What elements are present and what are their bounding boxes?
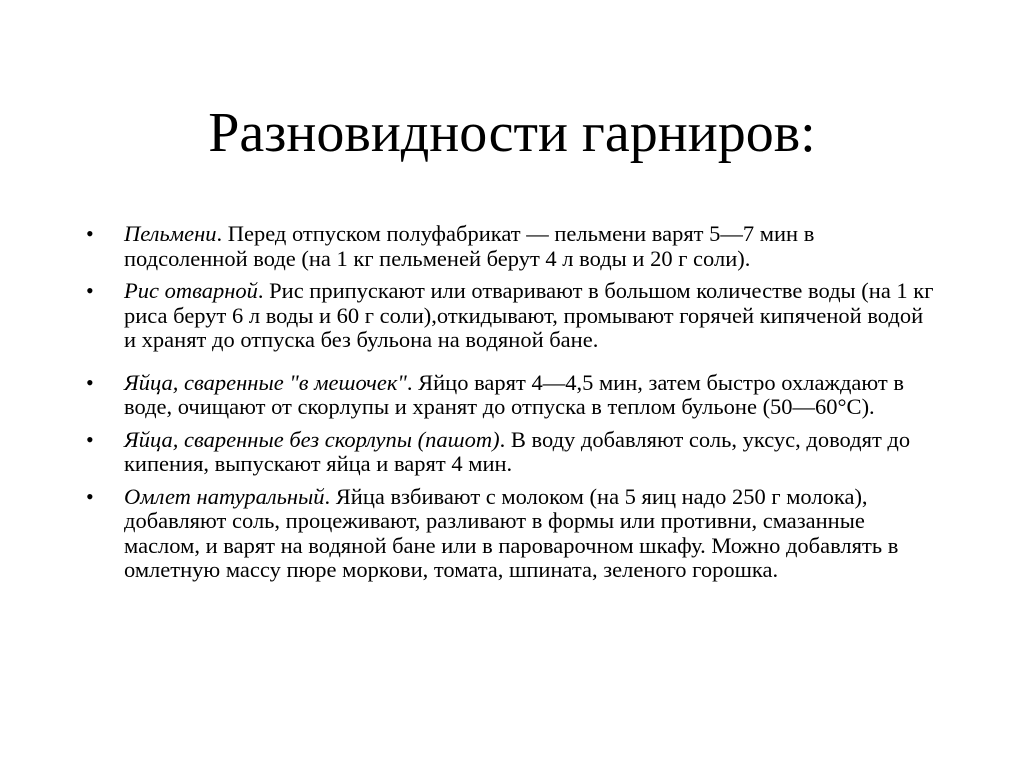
item-text: . В воду добавляют соль, уксус, доводят до кипения, выпускают яйца и варят 4 мин. <box>124 426 911 476</box>
list-item <box>86 426 934 477</box>
item-term: Яйца, сваренные без скорлупы (пашот) <box>124 426 500 452</box>
bullet-icon: • <box>86 278 94 303</box>
item-term: Пельмени <box>124 221 217 246</box>
bullet-icon: • <box>86 221 94 246</box>
bullet-icon: • <box>86 369 94 395</box>
item-term: Омлет натуральный <box>124 483 325 509</box>
bullet-list <box>86 221 934 591</box>
bullet-icon: • <box>86 483 94 509</box>
bullet-icon: • <box>86 426 94 452</box>
item-text: . Яйцо варят 4—4,5 мин, затем быстро охлаждают в воде, очищают от скорлупы и хранят до отпуска в теплом бульоне (50—60°С). <box>124 369 905 419</box>
list-item <box>86 221 934 271</box>
list-item <box>86 483 934 583</box>
item-text: . Перед отпуском полуфабрикат — пельмени варят 5—7 мин в подсоленной воде (на 1 кг пельменей берут 4 л воды и 20 г соли). <box>124 221 815 271</box>
item-term: Яйца, сваренные "в мешочек" <box>124 369 407 395</box>
list-item <box>86 278 934 353</box>
item-text: . Яйца взбивают с молоком (на 5 яиц надо 250 г молока), добавляют соль, процеживают, разливают в формы или противни, смазанные маслом, и варят на водяной бане или в пароварочном шкафу. Можно добавлять в омлетную массу пюре моркови, томата, шпината, зеленого горошка. <box>124 483 899 582</box>
list-item <box>86 369 934 420</box>
item-text: . Рис припускают или отваривают в большом количестве воды (на 1 кг риса берут 6 л воды и 60 г соли),откидывают, промывают горячей кипяченой водой и хранят до отпуска без бульона на водяной бане. <box>124 278 934 352</box>
slide-title: Разновидности гарниров: <box>208 102 816 164</box>
item-term: Рис отварной <box>124 278 258 303</box>
